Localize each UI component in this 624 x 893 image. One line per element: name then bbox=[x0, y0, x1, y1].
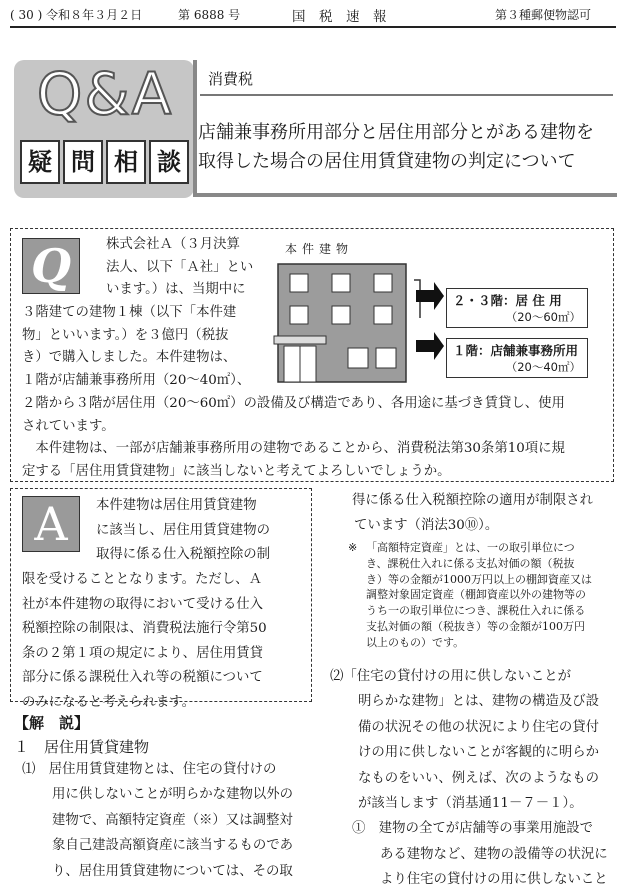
issue-number: 第 6888 号 bbox=[178, 8, 241, 22]
note-text bbox=[366, 540, 616, 651]
q-line: き）で購入しました。本件建物は、 bbox=[22, 350, 237, 366]
a-line: 税額控除の制限は、消費税法施行令第50 bbox=[22, 621, 267, 637]
question-text-full bbox=[22, 393, 608, 484]
question-text-wrap bbox=[106, 234, 266, 302]
logo-kanji-1: 疑 bbox=[20, 140, 60, 184]
item2-line: より住宅の貸付けの用に供しないこと bbox=[380, 872, 608, 888]
a-line: 限を受けることとなります。ただし、Ａ bbox=[22, 572, 262, 587]
note-line: 支払対価の額（税抜き）等の金額が100万円 bbox=[366, 619, 585, 633]
note-line: うち一の取引単位につき、課税仕入れに係る bbox=[366, 604, 586, 618]
right-top-text bbox=[352, 488, 617, 539]
qa-logo-letters: Q&A bbox=[36, 60, 174, 128]
a-line: のみになると考えられます。 bbox=[22, 694, 196, 710]
q-line: います。）は、当期中に bbox=[106, 282, 246, 298]
item2-line: が該当します（消基通11－７－１）。 bbox=[358, 796, 583, 812]
a-line: 取得に係る仕入税額控除の制 bbox=[96, 547, 271, 563]
item-1-text bbox=[22, 757, 312, 884]
logo-kanji-3: 相 bbox=[106, 140, 146, 184]
mail-permit: 第３種郵便物認可 bbox=[495, 8, 592, 22]
note-mark: ※ bbox=[348, 541, 358, 554]
item1-line: 象自己建設高額資産に該当するものであ bbox=[52, 838, 294, 854]
upper-floors-callout bbox=[446, 288, 588, 328]
commentary-heading: 【解 説】 bbox=[14, 714, 90, 732]
diagram-arrows bbox=[412, 278, 446, 370]
a-line: 社が本件建物の取得において受ける仕入 bbox=[22, 596, 264, 612]
q-line: 定する「居住用賃貸建物」に該当しないと考えてよろしいでしょうか。 bbox=[22, 464, 451, 480]
item-2-text bbox=[330, 664, 620, 893]
upper-floors-area: （20～60㎡） bbox=[505, 310, 581, 324]
publication-name: 国 税 速 報 bbox=[292, 9, 387, 25]
q-line: ２階から３階が居住用（20～60㎡）の設備及び構造であり、各用途に基づき賃貸し、使用 bbox=[22, 396, 565, 411]
upper-floors-label: ２・３階：居 住 用 bbox=[453, 293, 562, 308]
item1-line: 建物で、高額特定資産（※）又は調整対 bbox=[52, 812, 293, 828]
answer-text-full bbox=[22, 568, 307, 716]
diagram-title: 本件建物 bbox=[285, 242, 354, 256]
item1-line: 用に供しないことが明らかな建物以外の bbox=[52, 787, 294, 803]
q-line: 法人、以下「Ａ社」とい bbox=[106, 259, 254, 275]
item2-line: なものをいい、例えば、次のようなもの bbox=[358, 770, 600, 786]
note-line: 以上のもの）です。 bbox=[366, 635, 465, 649]
title-line: 店舗兼事務所用部分と居住用部分とがある建物を bbox=[198, 122, 594, 143]
note-line: き、課税仕入れに係る支払対価の額（税抜 bbox=[366, 556, 575, 570]
category-rule bbox=[200, 94, 613, 96]
item2-line: けの用に供しないことが客観的に明らか bbox=[358, 745, 600, 761]
ground-floor-area: （20～40㎡） bbox=[505, 360, 581, 374]
a-line: 条の２第１項の規定により、居住用賃貸 bbox=[22, 645, 264, 661]
item2-line: 明らかな建物」とは、建物の構造及び設 bbox=[358, 694, 600, 710]
ground-floor-label: １階：店舗兼事務所用 bbox=[453, 343, 579, 358]
note-line: 調整対象固定資産（棚卸資産以外の建物等の bbox=[366, 588, 586, 602]
right-line: 得に係る仕入税額控除の適用が制限され bbox=[352, 493, 594, 508]
category-label: 消費税 bbox=[208, 70, 254, 88]
article-title bbox=[198, 118, 608, 176]
ground-floor-callout bbox=[446, 338, 588, 378]
a-line: 本件建物は居住用賃貸建物 bbox=[96, 498, 257, 513]
q-line: ３階建ての建物１棟（以下「本件建 bbox=[22, 305, 237, 320]
a-letter-tile: A bbox=[22, 496, 80, 552]
logo-kanji-2: 問 bbox=[63, 140, 103, 184]
right-line: ています（消法30⑩）。 bbox=[354, 518, 499, 534]
item2-line: ⑵「住宅の貸付けの用に供しないことが bbox=[330, 669, 572, 684]
question-text-left bbox=[22, 302, 274, 393]
q-line: されています。 bbox=[22, 418, 115, 434]
building-illustration bbox=[270, 258, 416, 384]
q-line: 本件建物は、一部が店舗兼事務所用の建物であることから、消費税法第30条第10項に規 bbox=[22, 441, 565, 457]
note-line: 「高額特定資産」とは、一の取引単位につ bbox=[366, 541, 575, 554]
section-1-heading: １ 居住用賃貸建物 bbox=[14, 738, 150, 756]
a-line: 部分に係る課税仕入れ等の税額について bbox=[22, 670, 263, 686]
a-line: に該当し、居住用賃貸建物の bbox=[96, 522, 271, 538]
logo-kanji-4: 談 bbox=[149, 140, 189, 184]
answer-text-wrap bbox=[96, 494, 306, 568]
item2-line: 備の状況その他の状況により住宅の貸付 bbox=[358, 719, 600, 735]
item1-line: り、居住用賃貸建物については、その取 bbox=[52, 863, 293, 879]
page-date: ( 30 ) 令和８年３月２日 bbox=[10, 8, 143, 22]
q-line: 株式会社Ａ（３月決算 bbox=[106, 237, 240, 252]
q-line: １階が店舗兼事務所用（20～40㎡）、 bbox=[22, 373, 251, 389]
note-line: き）等の金額が1000万円以上の棚卸資産又は bbox=[366, 572, 592, 586]
title-line: 取得した場合の居住用賃貸建物の判定について bbox=[198, 151, 576, 172]
item2-line: ① 建物の全てが店舗等の事業用施設で bbox=[352, 821, 594, 837]
q-letter-tile: Q bbox=[22, 238, 80, 294]
item2-line: ある建物など、建物の設備等の状況に bbox=[380, 846, 608, 862]
q-line: 物」といいます。）を３億円（税抜 bbox=[22, 327, 229, 343]
item1-line: ⑴ 居住用賃貸建物とは、住宅の貸付けの bbox=[22, 762, 277, 777]
header-rule bbox=[10, 26, 616, 28]
